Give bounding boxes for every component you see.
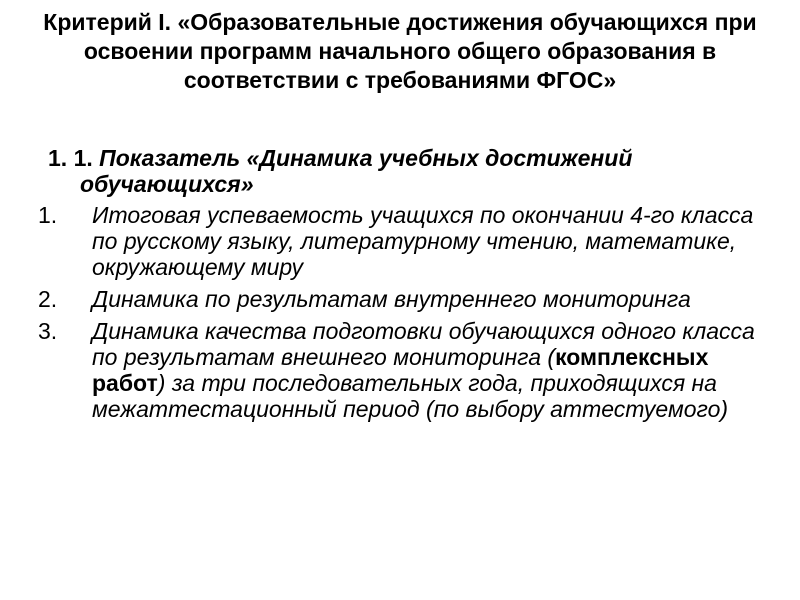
list-item-text-start: Динамика качества подготовки обучающихся одного класса по результатам внешнего мониторинга (	[92, 318, 755, 370]
criteria-list	[38, 202, 768, 428]
list-item-number: 1.	[38, 202, 58, 228]
list-item-text: Динамика по результатам внутреннего мониторинга	[92, 286, 691, 312]
list-item-text-end: ) за три последовательных года, приходящихся на межаттестационный период (по выбору аттестуемого)	[92, 370, 729, 422]
list-item-number: 3.	[38, 318, 58, 344]
list-item-text: Итоговая успеваемость учащихся по окончании 4-го класса по русскому языку, литературному чтению, математике, окружающему миру	[92, 202, 754, 280]
list-item	[38, 202, 768, 280]
indicator-text: Показатель «Динамика учебных достижений обучающихся»	[80, 145, 633, 197]
list-item	[38, 318, 768, 422]
list-item-text	[92, 318, 768, 422]
list-item-number: 2.	[38, 286, 58, 312]
slide-title: Критерий I. «Образовательные достижения обучающихся при освоении программ начального общего образования в соответствии с требованиями ФГОС»	[43, 9, 757, 93]
list-item	[38, 286, 768, 312]
list-item-text-bold: комплексных работ	[92, 344, 709, 396]
indicator-number: 1. 1.	[48, 145, 93, 171]
indicator-heading	[48, 145, 800, 197]
